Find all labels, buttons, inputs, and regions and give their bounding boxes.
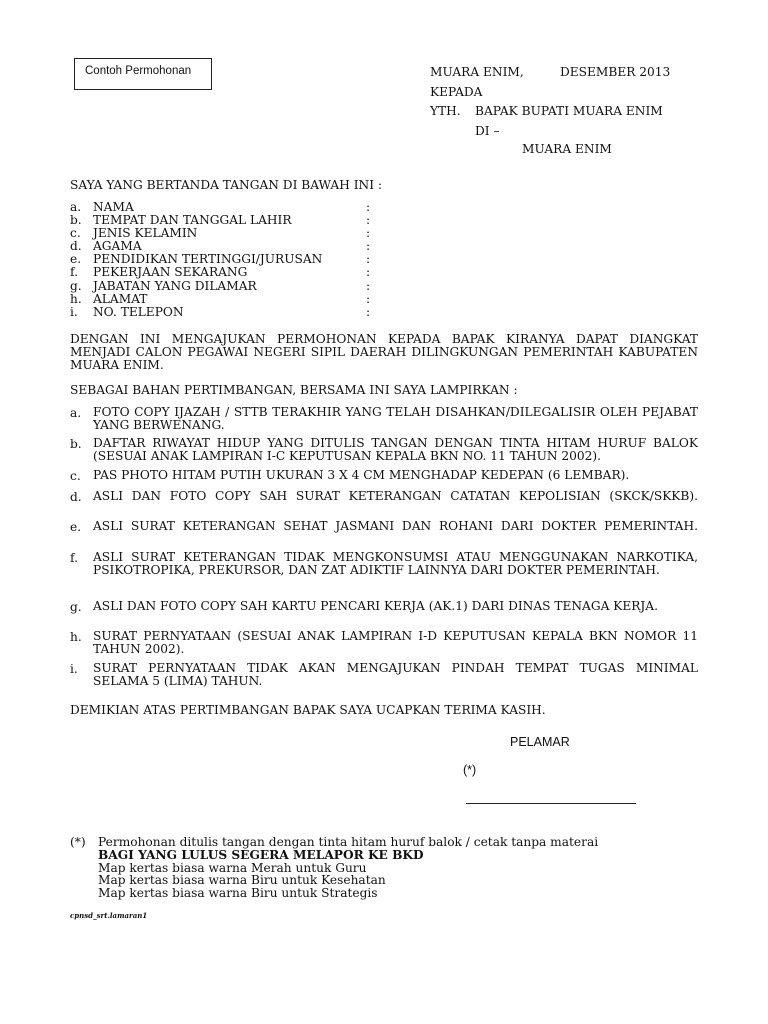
field-colon: : xyxy=(366,239,371,254)
field-colon: : xyxy=(366,226,371,241)
footer-code: cpnsd_srt.lamaran1 xyxy=(70,911,148,920)
attachment-text: DAFTAR RIWAYAT HIDUP YANG DITULIS TANGAN DENGAN TINTA HITAM HURUF BALOK (SESUAI ANAK LAMPIRAN I-C KEPUTUSAN KEPALA BKN NO. 11 TAHUN 2002). xyxy=(93,436,698,463)
field-colon: : xyxy=(366,200,371,214)
note-line-1: Permohonan ditulis tangan dengan tinta hitam huruf balok / cetak tanpa materai xyxy=(98,835,599,849)
field-letter: g. xyxy=(70,278,82,293)
attachment-letter: c. xyxy=(70,469,81,483)
attachments-intro: SEBAGAI BAHAN PERTIMBANGAN, BERSAMA INI SAYA LAMPIRKAN : xyxy=(70,383,518,397)
field-colon: : xyxy=(366,291,371,306)
attachment-text: SURAT PERNYATAAN TIDAK AKAN MENGAJUKAN PINDAH TEMPAT TUGAS MINIMAL SELAMA 5 (LIMA) TAHUN. xyxy=(93,661,698,688)
attachment-text: ASLI SURAT KETERANGAN SEHAT JASMANI DAN ROHANI DARI DOKTER PEMERINTAH. xyxy=(93,519,698,533)
field-row xyxy=(70,280,390,293)
yth-label: YTH. xyxy=(430,104,461,118)
field-letter: c. xyxy=(70,226,81,241)
place-date: MUARA ENIM, xyxy=(430,65,524,79)
closing-line: DEMIKIAN ATAS PERTIMBANGAN BAPAK SAYA UCAPKAN TERIMA KASIH. xyxy=(70,703,546,717)
field-colon: : xyxy=(366,213,371,228)
month-year: DESEMBER 2013 xyxy=(560,65,671,79)
field-letter: a. xyxy=(70,200,82,214)
attachment-text: PAS PHOTO HITAM PUTIH UKURAN 3 X 4 CM MENGHADAP KEDEPAN (6 LEMBAR). xyxy=(93,468,630,482)
kepada-label: KEPADA xyxy=(430,85,483,99)
recipient-name: BAPAK BUPATI MUARA ENIM xyxy=(475,104,663,118)
attachment-letter: e. xyxy=(70,520,82,534)
recipient-city: MUARA ENIM xyxy=(522,142,612,156)
attachment-letter: f. xyxy=(70,551,78,565)
di-label: DI – xyxy=(475,124,500,138)
field-label: ALAMAT xyxy=(93,291,148,306)
field-colon: : xyxy=(366,252,371,267)
field-label: NAMA xyxy=(93,200,134,214)
field-label: PEKERJAAN SEKARANG xyxy=(93,265,248,280)
attachment-letter: g. xyxy=(70,600,82,614)
attachment-text: ASLI SURAT KETERANGAN TIDAK MENGKONSUMSI ATAU MENGGUNAKAN NARKOTIKA, PSIKOTROPIKA, PREKURSOR, DAN ZAT ADIKTIF LAINNYA DARI DOKTER PEMERINTAH. xyxy=(93,550,698,577)
attachment-letter: d. xyxy=(70,490,82,504)
field-colon: : xyxy=(366,304,371,319)
field-letter: i. xyxy=(70,304,78,319)
field-letter: d. xyxy=(70,239,82,254)
field-letter: e. xyxy=(70,252,82,267)
field-letter: b. xyxy=(70,213,82,228)
note-line-3: Map kertas biasa warna Merah untuk Guru xyxy=(98,861,367,875)
signature-mark: (*) xyxy=(463,763,477,777)
attachment-text: SURAT PERNYATAAN (SESUAI ANAK LAMPIRAN I-D KEPUTUSAN KEPALA BKN NOMOR 11 TAHUN 2002). xyxy=(93,629,698,656)
attachment-letter: b. xyxy=(70,437,82,451)
attachment-letter: a. xyxy=(70,406,82,420)
field-label: PENDIDIKAN TERTINGGI/JURUSAN xyxy=(93,252,323,267)
signature-title: PELAMAR xyxy=(510,735,570,749)
field-row xyxy=(70,306,390,319)
field-letter: f. xyxy=(70,265,78,280)
note-line-4: Map kertas biasa warna Biru untuk Kesehatan xyxy=(98,873,386,887)
note-marker: (*) xyxy=(70,835,86,849)
attachment-text: ASLI DAN FOTO COPY SAH SURAT KETERANGAN CATATAN KEPOLISIAN (SKCK/SKKB). xyxy=(93,489,698,503)
intro-line: SAYA YANG BERTANDA TANGAN DI BAWAH INI : xyxy=(70,178,383,192)
field-label: JABATAN YANG DILAMAR xyxy=(93,278,257,293)
field-colon: : xyxy=(366,265,371,280)
personal-fields xyxy=(70,201,390,319)
field-row xyxy=(70,266,390,279)
field-label: AGAMA xyxy=(93,239,142,254)
request-paragraph: DENGAN INI MENGAJUKAN PERMOHONAN KEPADA BAPAK KIRANYA DAPAT DIANGKAT MENJADI CALON PEGAWAI NEGERI SIPIL DAERAH DILINGKUNGAN PEMERINTAH KABUPATEN MUARA ENIM. xyxy=(70,332,698,372)
signature-line xyxy=(466,803,636,804)
field-colon: : xyxy=(366,278,371,293)
field-letter: h. xyxy=(70,291,82,306)
note-line-5: Map kertas biasa warna Biru untuk Strategis xyxy=(98,886,378,900)
attachment-letter: h. xyxy=(70,630,82,644)
sample-label-box xyxy=(74,58,212,90)
field-label: JENIS KELAMIN xyxy=(93,226,198,241)
attachment-text: FOTO COPY IJAZAH / STTB TERAKHIR YANG TELAH DISAHKAN/DILEGALISIR OLEH PEJABAT YANG BERWENANG. xyxy=(93,405,698,432)
attachment-letter: i. xyxy=(70,662,78,676)
field-label: NO. TELEPON xyxy=(93,304,184,319)
field-row xyxy=(70,293,390,306)
attachment-text: ASLI DAN FOTO COPY SAH KARTU PENCARI KERJA (AK.1) DARI DINAS TENAGA KERJA. xyxy=(93,599,658,613)
sample-label: Contoh Permohonan xyxy=(85,65,192,77)
field-label: TEMPAT DAN TANGGAL LAHIR xyxy=(93,213,292,228)
note-line-2: BAGI YANG LULUS SEGERA MELAPOR KE BKD xyxy=(98,848,424,862)
